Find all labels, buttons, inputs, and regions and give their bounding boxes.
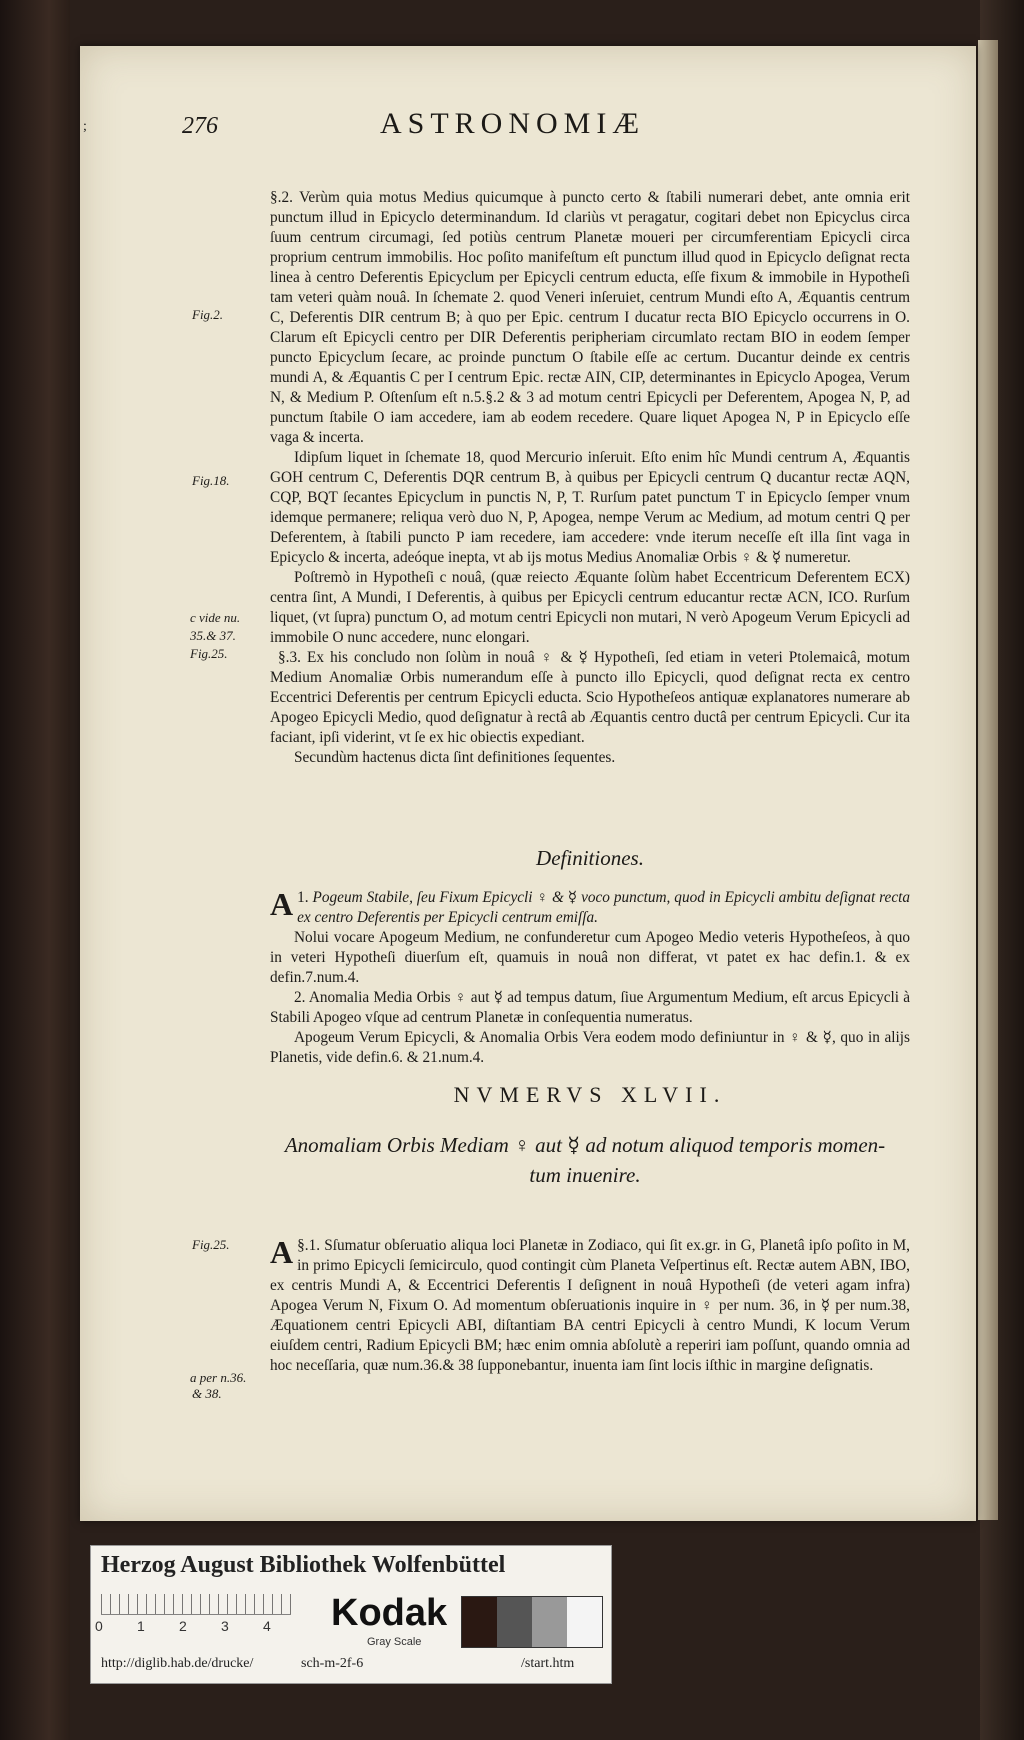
margin-note-aper: a per n.36. bbox=[190, 1370, 247, 1385]
margin-note-vide: c vide nu. bbox=[190, 610, 241, 625]
library-label-card bbox=[90, 1545, 612, 1684]
definitions-block bbox=[270, 888, 910, 1068]
gray-patch-dark bbox=[462, 1597, 497, 1647]
ruler-number: 1 bbox=[137, 1618, 145, 1634]
margin-note-fig18: Fig.18. bbox=[192, 473, 230, 488]
numerus-section-1 bbox=[270, 1236, 910, 1376]
kodak-logo: Kodak bbox=[331, 1592, 448, 1634]
definition-1-text: Pogeum Stabile, ſeu Fixum Epicycli ♀ & ☿ voco punctum, quod in Epicycli ambitu deſignat recta ex centro Deferentis per Epicycli centrum emiſſa. bbox=[297, 889, 911, 926]
margin-note-fig25-b: Fig.25. bbox=[192, 1237, 230, 1252]
gray-patch-white bbox=[567, 1597, 602, 1647]
gray-scale-patches bbox=[461, 1596, 603, 1648]
drop-cap-a: A bbox=[270, 886, 294, 922]
page-header bbox=[182, 103, 812, 149]
definition-2: 2. Anomalia Media Orbis ♀ aut ☿ ad tempus datum, ſiue Argumentum Medium, eſt arcus Epicycli à Stabili Apogeo vſque ad centrum Planetæ in conſequentia numeratus. bbox=[270, 989, 910, 1026]
ruler-number: 2 bbox=[179, 1618, 187, 1634]
margin-note-vide-2: 35.& 37. bbox=[190, 628, 236, 643]
margin-note-fig25: Fig.25. bbox=[190, 646, 228, 661]
ruler-numbers bbox=[95, 1618, 305, 1634]
gray-patch-light bbox=[532, 1597, 567, 1647]
scale-ruler bbox=[101, 1594, 291, 1615]
margin-note-aper-2: & 38. bbox=[192, 1386, 222, 1401]
ruler-number: 3 bbox=[221, 1618, 229, 1634]
numerus-subtitle-line-2: tum inuenire. bbox=[529, 1163, 641, 1187]
drop-cap-a-2: A bbox=[270, 1234, 294, 1270]
ruler-number: 4 bbox=[263, 1618, 271, 1634]
margin-note-fig2: Fig.2. bbox=[192, 307, 224, 322]
url-id: sch-m-2f-6 bbox=[301, 1656, 364, 1671]
section-1-number: §.1. bbox=[297, 1237, 321, 1254]
definition-1-note: Nolui vocare Apogeum Medium, ne confunderetur cum Apogeo Medio veteris Hypotheſeos, à quo in veteri Hypotheſi diuerſum eſt, quamuis in nouâ non differat, vt patet ex hac defin.1. & ex defin.7.num.4. bbox=[270, 929, 910, 986]
definition-1 bbox=[270, 888, 910, 928]
ruler-number: 0 bbox=[95, 1618, 103, 1634]
section-1-text: Sſumatur obſeruatio aliqua loci Planetæ in Zodiaco, qui ſit ex.gr. in G, Planetâ ipſo poſito in M, in primo Epicycli ſemicirculo, quod contingit cùm Planeta Veſpertinus eſt. Rectæ autem ABN, IBO, ex centris Mundi A, & Eccentrici Deferentis I deſignent in nouâ Hypotheſi (de veteri agam infra) Apogea Verum N, Fixum O. Ad momentum obſeruationis inquire in ♀ per num. 36, in ☿ per num.38, Æquationem centri Epicycli ABI, diſtantiam BA centri Epicycli à centro Mundi, K locum Verum eiuſdem centri, Radium Epicycli BM; hæc enim omnia abſolutè a reperiri iam poſſunt, quando omnia ad hoc neceſſaria, quæ num.36.& 38 ſupponebantur, inuenta iam ſint locis iſthic in margine deſignatis. bbox=[270, 1237, 910, 1374]
scan-edge-left bbox=[0, 0, 70, 1740]
page-number: 276 bbox=[182, 113, 218, 139]
gray-scale-label: Gray Scale bbox=[367, 1636, 422, 1648]
paragraph-4: §.3. Ex his concludo non ſolùm in nouâ ♀ & ☿ Hypotheſi, ſed etiam in veteri Ptolemaicâ, motum Medium Anomaliæ Orbis numerandum eſſe à puncto illo Epicycli, quod deſignat recta ex centro Eccentrici Deferentis per centrum Epicycli educta. Scio Hypotheſeos antiquæ explanatores numerare ab Apogeo Epicycli Medio, quod deſignatur à rectâ ab Æquantis centro ductâ per centrum Epicycli. Cur ita faciant, ipſi viderint, vt ſe ex hic obiectis expediant. bbox=[270, 649, 910, 746]
facing-page-edge bbox=[978, 40, 998, 1520]
main-text bbox=[270, 188, 910, 768]
paragraph-2: Idipſum liquet in ſchemate 18, quod Mercurio inſeruit. Eſto enim hîc Mundi centrum A, Æquantis GOH centrum C, Deferentis DQR centrum B, à quibus per Epicycli centrum Q ducantur rectæ AQN, CQP, BQT ſecantes Epicyclum in punctis N, P, T. Rurſum patet punctum T in Epicyclo ſemper vnum idemque permanere; reliqua verò duo N, P, Apogea, nempe Verum ac Medium, ad motum centri Q per Deferentem, à ſtabili puncto P iam recedere, iam accedere: vnde iterum neceſſe eſt illa ſint vaga in Epicyclo & incerta, adeóque inepta, vt ab ijs motus Medius Anomaliæ Orbis ♀ & ☿ numeretur. bbox=[270, 449, 910, 566]
definition-3: Apogeum Verum Epicycli, & Anomalia Orbis Vera eodem modo definiuntur in ♀ & ☿, quo in alijs Planetis, vide defin.6. & 21.num.4. bbox=[270, 1029, 910, 1066]
numerus-subtitle-line-1: Anomaliam Orbis Mediam ♀ aut ☿ ad notum aliquod temporis momen- bbox=[284, 1133, 886, 1157]
url-base: http://diglib.hab.de/drucke/ bbox=[101, 1656, 254, 1671]
gray-patch-mid bbox=[497, 1597, 532, 1647]
numerus-subtitle bbox=[250, 1130, 920, 1190]
library-name: Herzog August Bibliothek Wolfenbüttel bbox=[101, 1552, 506, 1578]
stray-mark: ; bbox=[83, 119, 87, 134]
paragraph-3: Poſtremò in Hypotheſi c nouâ, (quæ reiecto Æquante ſolùm habet Eccentricum Deferentem ECX) centra ſint, A Mundi, I Deferentis, à quibus per Epicycli centrum educantur rectæ ACN, ICO. Rurſum liquet, (vt ſupra) punctum O, ad motum centri Epicycli non mutari, N verò Apogeum Verum Epicycli ad immobile O nunc accedere, nunc elongari. bbox=[270, 569, 910, 646]
paragraph-5: Secundùm hactenus dicta ſint definitiones ſequentes. bbox=[294, 749, 616, 766]
url-end: /start.htm bbox=[521, 1656, 575, 1671]
paragraph-1: §.2. Verùm quia motus Medius quicumque à puncto certo & ſtabili numerari debet, ante omnia erit punctum illud in Epicyclo determinandum. Id clariùs vt peragatur, cogitari debet non Epicyclus circa ſuum centrum circumagi, ſed potiùs centrum Planetæ moueri per circumferentiam Epicycli circa proprium centrum immobilis. Hoc poſito manifeſtum eſt punctum illud quod in Epicyclo deſignat recta linea à centro Deferentis Epicyclum per Epicycli centrum educta, eſſe fixum & immobile in Hypotheſi tam veteri quàm nouâ. In ſchemate 2. quod Veneri inſeruiet, centrum Mundi eſto A, Æquantis centrum C, Deferentis DIR centrum B; à quo per Epic. centrum I ducatur recta BIO Epicyclo occurrens in O. Clarum eſt Epicycli centro per DIR Deferentis peripheriam circumlato rectam BIO in eodem ſemper puncto Epicyclum ſecare, ac proinde punctum O ſtabile eſſe ac certum. Ducantur deinde ex centris mundi A, & Æquantis C per I centrum Epic. rectæ AIN, CIP, determinantes in Epicyclo Apogea, Verum N, & Medium P. Oſtenſum eſt n.5.§.2 & 3 ad motum centri Epicycli per Deferentem, Apogea N, P, ad punctum ſtabile O iam accedere, iam ab eodem recedere. Quare liquet Apogea N, P in Epicyclo eſſe vaga & incerta. bbox=[270, 189, 910, 446]
numerus-heading: NVMERVS XLVII. bbox=[453, 1082, 727, 1107]
definitiones-heading: Definitiones. bbox=[536, 846, 644, 870]
definition-1-number: 1. bbox=[297, 889, 309, 906]
running-title: ASTRONOMIÆ bbox=[380, 107, 646, 140]
